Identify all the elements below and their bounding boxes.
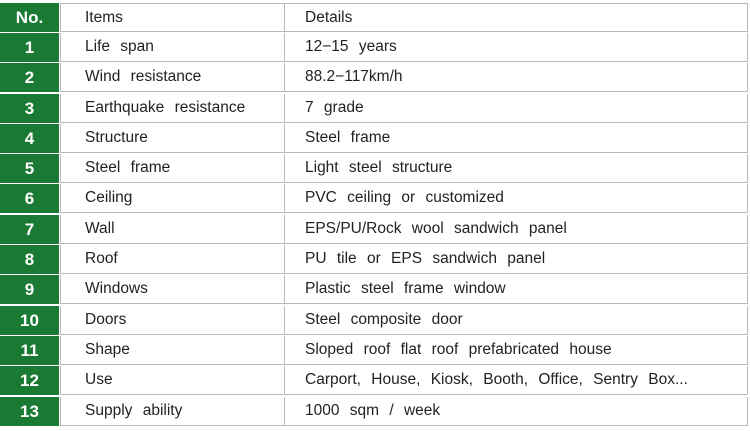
- row-item-cell: Use: [60, 366, 285, 395]
- row-number-cell: 13: [0, 397, 59, 426]
- row-item-cell: Earthquake resistance: [60, 94, 285, 123]
- row-number-cell: 3: [0, 94, 59, 123]
- header-no-cell: No.: [0, 3, 59, 32]
- table-row: [0, 336, 750, 366]
- row-item-cell: Ceiling: [60, 184, 285, 213]
- header-items-cell: Items: [60, 3, 285, 32]
- table-row: [0, 63, 750, 93]
- row-item-cell: Windows: [60, 275, 285, 304]
- table-row: [0, 275, 750, 305]
- row-item-cell: Structure: [60, 124, 285, 153]
- row-item-cell: Wind resistance: [60, 63, 285, 92]
- row-item-cell: Doors: [60, 306, 285, 335]
- row-number-cell: 6: [0, 184, 59, 213]
- row-number-cell: 12: [0, 366, 59, 395]
- header-details-cell: Details: [285, 3, 748, 32]
- row-detail-cell: Steel composite door: [285, 306, 748, 335]
- row-detail-cell: 7 grade: [285, 94, 748, 123]
- table-row: [0, 397, 750, 427]
- row-detail-cell: 12−15 years: [285, 33, 748, 62]
- table-row: [0, 215, 750, 245]
- row-number-cell: 4: [0, 124, 59, 153]
- row-item-cell: Life span: [60, 33, 285, 62]
- row-detail-cell: 88.2−117km/h: [285, 63, 748, 92]
- row-number-cell: 10: [0, 306, 59, 335]
- row-detail-cell: Light steel structure: [285, 154, 748, 183]
- row-detail-cell: 1000 sqm / week: [285, 397, 748, 426]
- row-item-cell: Supply ability: [60, 397, 285, 426]
- row-item-cell: Roof: [60, 245, 285, 274]
- row-number-cell: 1: [0, 33, 59, 62]
- row-detail-cell: Steel frame: [285, 124, 748, 153]
- table-row: [0, 184, 750, 214]
- row-detail-cell: Plastic steel frame window: [285, 275, 748, 304]
- row-number-cell: 8: [0, 245, 59, 274]
- row-number-cell: 7: [0, 215, 59, 244]
- row-item-cell: Steel frame: [60, 154, 285, 183]
- row-item-cell: Wall: [60, 215, 285, 244]
- table-header-row: [0, 3, 750, 33]
- table-row: [0, 245, 750, 275]
- row-number-cell: 11: [0, 336, 59, 365]
- row-detail-cell: PU tile or EPS sandwich panel: [285, 245, 748, 274]
- table-row: [0, 154, 750, 184]
- row-detail-cell: Sloped roof flat roof prefabricated house: [285, 336, 748, 365]
- row-number-cell: 9: [0, 275, 59, 304]
- table-row: [0, 33, 750, 63]
- row-detail-cell: EPS/PU/Rock wool sandwich panel: [285, 215, 748, 244]
- table-row: [0, 366, 750, 396]
- table-row: [0, 124, 750, 154]
- table-row: [0, 306, 750, 336]
- row-number-cell: 5: [0, 154, 59, 183]
- row-detail-cell: PVC ceiling or customized: [285, 184, 748, 213]
- table-row: [0, 94, 750, 124]
- row-number-cell: 2: [0, 63, 59, 92]
- row-item-cell: Shape: [60, 336, 285, 365]
- row-detail-cell: Carport, House, Kiosk, Booth, Office, Sentry Box...: [285, 366, 748, 395]
